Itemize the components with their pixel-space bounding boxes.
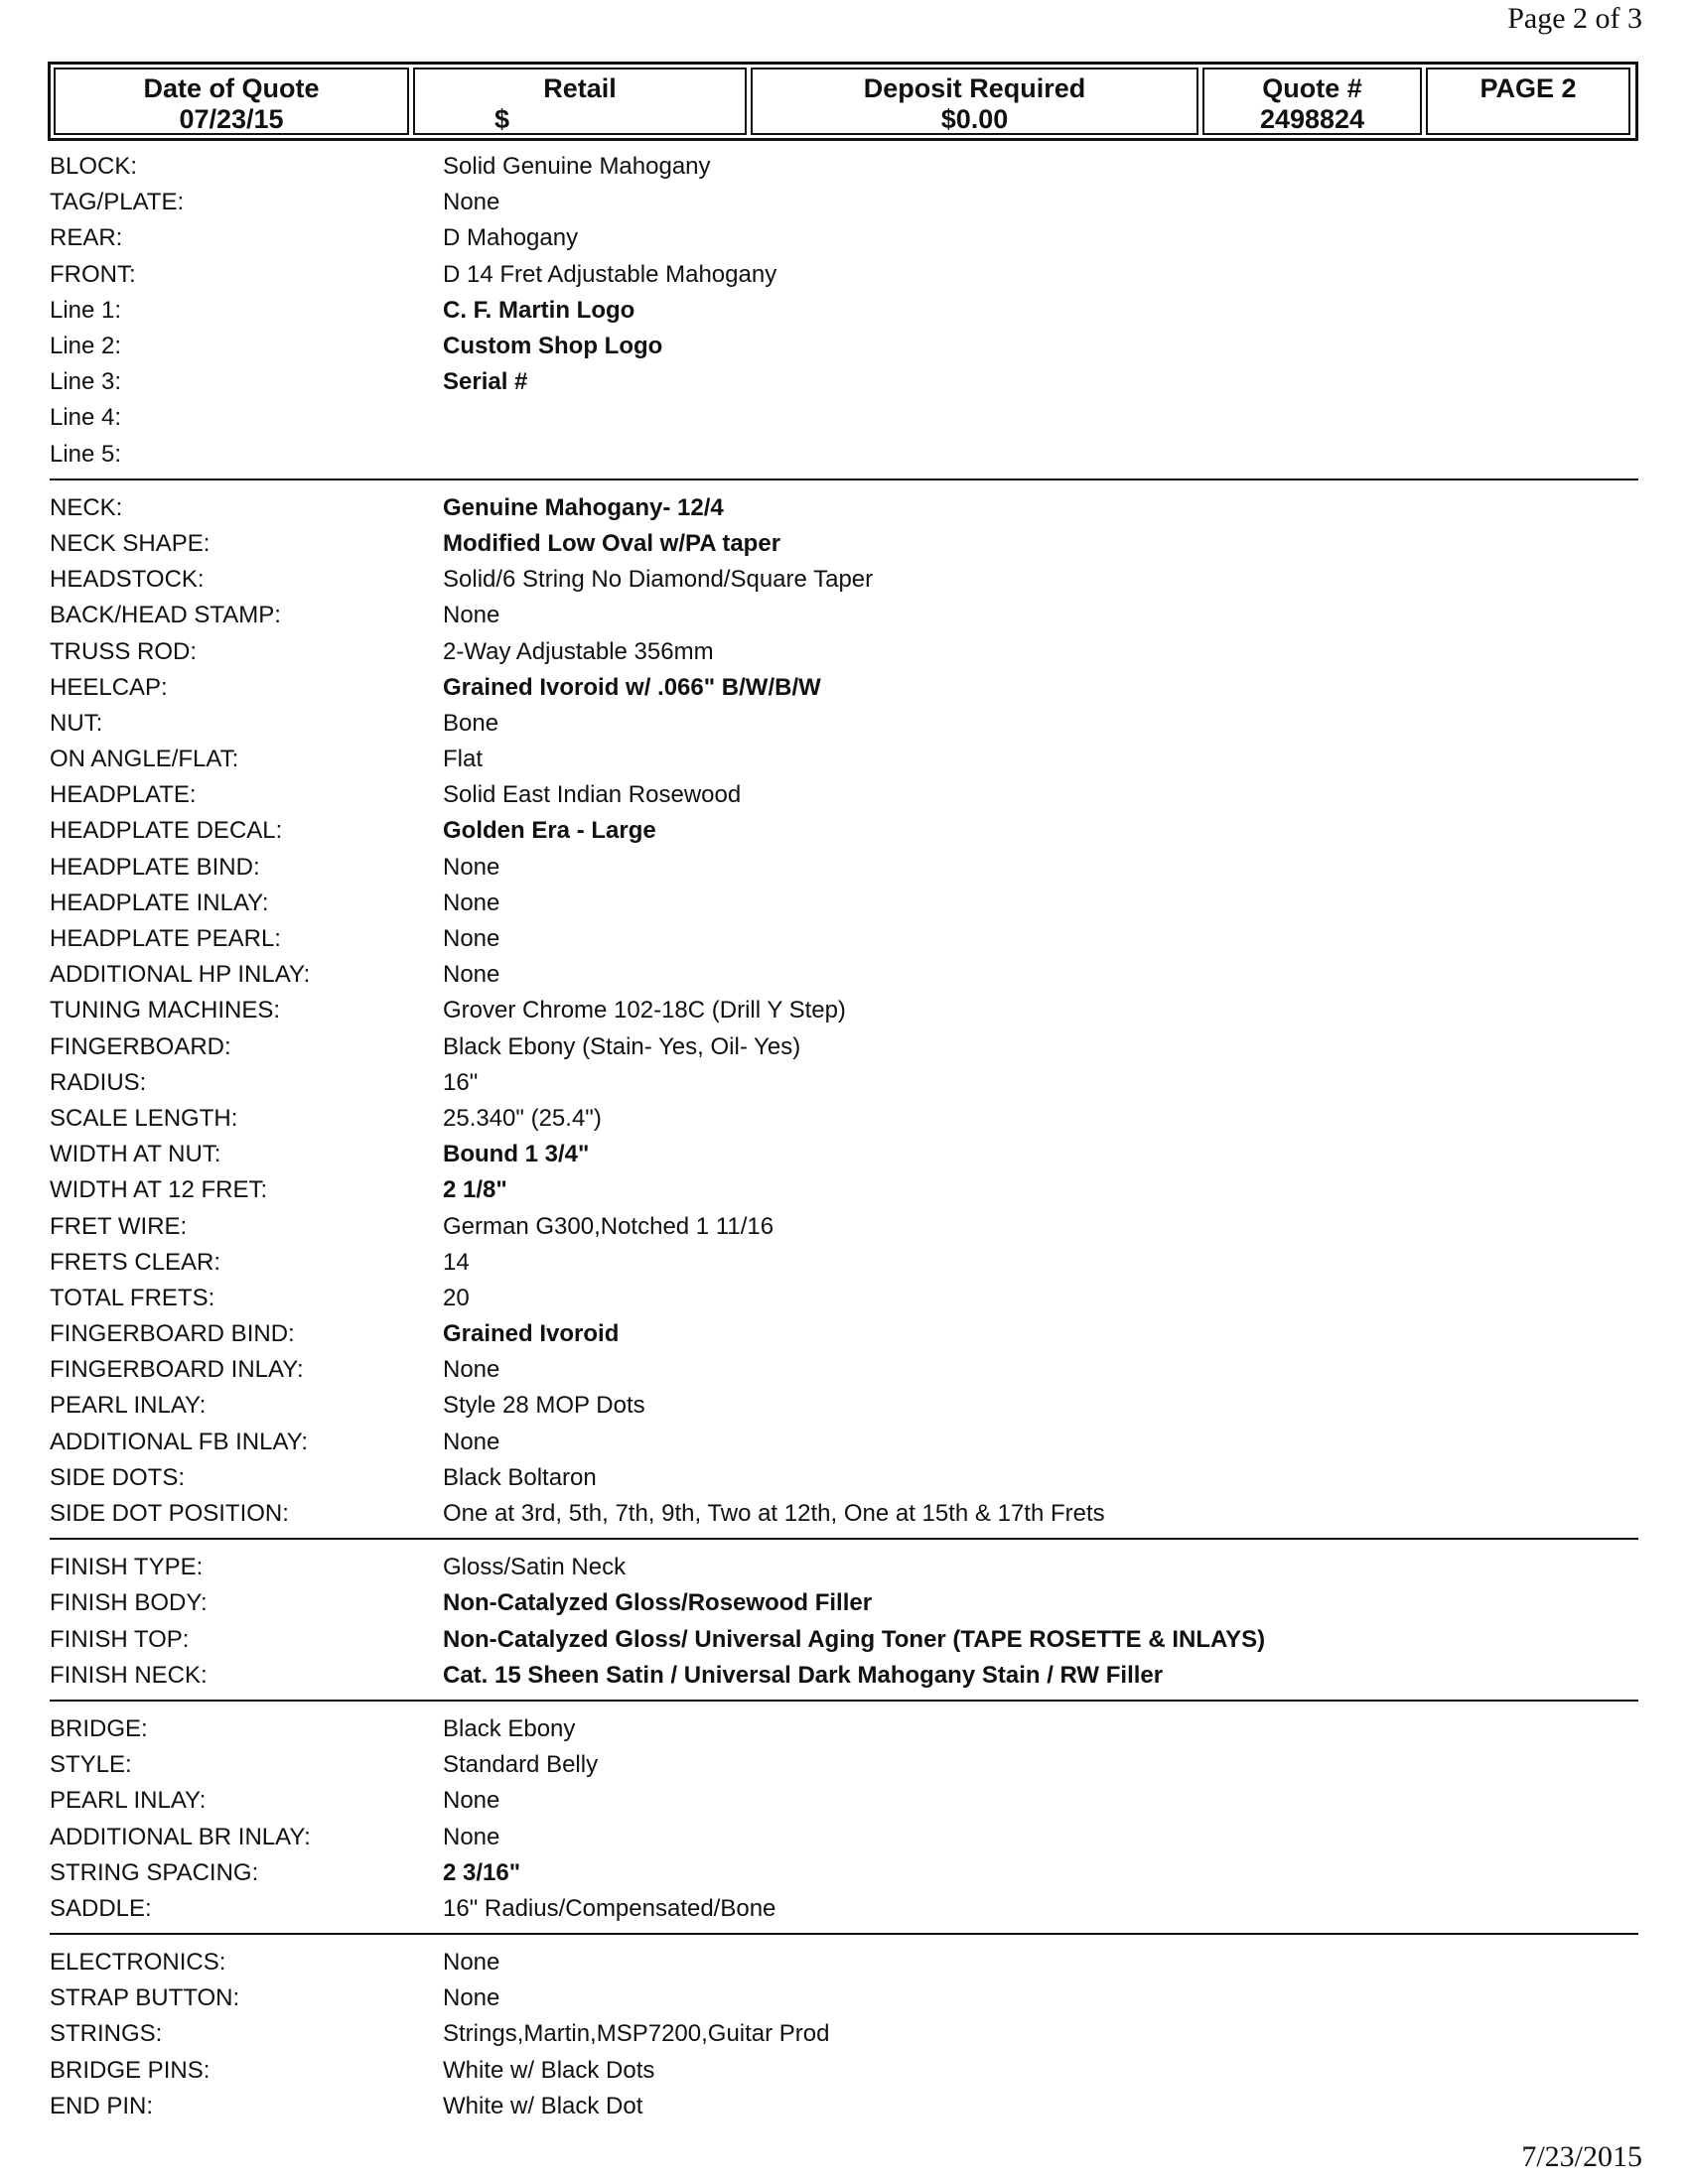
spec-label: ELECTRONICS: xyxy=(50,1949,226,1977)
spec-value: None xyxy=(443,602,500,629)
retail-label: Retail xyxy=(543,73,617,103)
spec-label: SIDE DOTS: xyxy=(50,1463,186,1491)
spec-label: PEARL INLAY: xyxy=(50,1787,207,1815)
spec-row xyxy=(50,329,1638,364)
spec-value: 16" Radius/Compensated/Bone xyxy=(443,1894,776,1922)
spec-label: FINISH TYPE: xyxy=(50,1554,204,1581)
spec-row xyxy=(50,1747,1638,1783)
spec-value: Bone xyxy=(443,709,499,737)
spec-row xyxy=(50,706,1638,742)
spec-value: German G300,Notched 1 11/16 xyxy=(443,1212,774,1240)
spec-label: Line 3: xyxy=(50,368,122,396)
spec-row xyxy=(50,633,1638,669)
spec-value: 14 xyxy=(443,1248,470,1276)
spec-value: None xyxy=(443,1823,500,1850)
date-of-quote-label: Date of Quote xyxy=(143,73,320,103)
spec-value: Grover Chrome 102-18C (Drill Y Step) xyxy=(443,997,846,1024)
spec-row xyxy=(50,562,1638,598)
spec-value: Non-Catalyzed Gloss/Rosewood Filler xyxy=(443,1589,873,1617)
spec-value: One at 3rd, 5th, 7th, 9th, Two at 12th, One at 15th & 17th Frets xyxy=(443,1500,1105,1528)
spec-label: ON ANGLE/FLAT: xyxy=(50,746,239,773)
spec-value: None xyxy=(443,189,500,216)
spec-row xyxy=(50,1137,1638,1172)
spec-row xyxy=(50,670,1638,706)
spec-label: Line 1: xyxy=(50,296,122,324)
spec-value: Gloss/Satin Neck xyxy=(443,1554,627,1581)
spec-section xyxy=(50,1550,1638,1702)
spec-value: 25.340" (25.4") xyxy=(443,1104,602,1132)
spec-row xyxy=(50,1550,1638,1585)
spec-row xyxy=(50,1029,1638,1065)
spec-value: 16" xyxy=(443,1068,479,1096)
spec-value: 2 1/8" xyxy=(443,1176,507,1204)
spec-row xyxy=(50,1065,1638,1101)
spec-label: HEADPLATE INLAY: xyxy=(50,888,269,916)
spec-row xyxy=(50,1245,1638,1281)
spec-value: Bound 1 3/4" xyxy=(443,1141,590,1168)
spec-label: FINGERBOARD BIND: xyxy=(50,1320,295,1348)
spec-row xyxy=(50,1460,1638,1496)
spec-label: WIDTH AT NUT: xyxy=(50,1141,221,1168)
page-number: Page 2 of 3 xyxy=(1507,2,1642,35)
spec-row xyxy=(50,886,1638,921)
spec-row xyxy=(50,1819,1638,1854)
spec-label: TAG/PLATE: xyxy=(50,189,185,216)
spec-label: Line 5: xyxy=(50,440,122,468)
spec-row xyxy=(50,777,1638,813)
spec-row xyxy=(50,1281,1638,1316)
spec-value: Solid Genuine Mahogany xyxy=(443,153,711,181)
spec-row xyxy=(50,921,1638,957)
spec-value: D 14 Fret Adjustable Mahogany xyxy=(443,260,777,288)
spec-label: BACK/HEAD STAMP: xyxy=(50,602,281,629)
spec-value: Non-Catalyzed Gloss/ Universal Aging Toner (TAPE ROSETTE & INLAYS) xyxy=(443,1625,1266,1653)
spec-label: BLOCK: xyxy=(50,153,138,181)
spec-label: BRIDGE PINS: xyxy=(50,2056,211,2084)
spec-row xyxy=(50,526,1638,562)
spec-label: HEADPLATE DECAL: xyxy=(50,817,283,845)
spec-value: Solid East Indian Rosewood xyxy=(443,781,742,809)
spec-row xyxy=(50,1425,1638,1460)
spec-value: None xyxy=(443,925,500,953)
spec-section xyxy=(50,1711,1638,1935)
spec-value: None xyxy=(443,1787,500,1815)
spec-value: Modified Low Oval w/PA taper xyxy=(443,529,781,557)
spec-label: TRUSS ROD: xyxy=(50,637,198,665)
spec-value: Grained Ivoroid w/ .066" B/W/B/W xyxy=(443,673,821,701)
spec-label: SADDLE: xyxy=(50,1894,152,1922)
spec-value: 2 3/16" xyxy=(443,1858,521,1886)
spec-row xyxy=(50,957,1638,993)
deposit-required-value: $0.00 xyxy=(940,104,1009,134)
spec-label: SCALE LENGTH: xyxy=(50,1104,238,1132)
spec-row xyxy=(50,1980,1638,2016)
spec-label: HEADPLATE: xyxy=(50,781,197,809)
spec-row xyxy=(50,1622,1638,1658)
spec-label: FINISH BODY: xyxy=(50,1589,208,1617)
page-tag: PAGE 2 xyxy=(1479,73,1577,103)
spec-row xyxy=(50,742,1638,777)
spec-label: ADDITIONAL BR INLAY: xyxy=(50,1823,311,1850)
spec-value: Solid/6 String No Diamond/Square Taper xyxy=(443,566,874,594)
spec-label: STRINGS: xyxy=(50,2020,163,2048)
spec-value: None xyxy=(443,853,500,881)
spec-value: None xyxy=(443,888,500,916)
spec-label: FINISH NECK: xyxy=(50,1661,208,1689)
spec-row xyxy=(50,1855,1638,1891)
spec-value: White w/ Black Dots xyxy=(443,2056,655,2084)
spec-row xyxy=(50,293,1638,329)
spec-row xyxy=(50,364,1638,400)
spec-label: FRETS CLEAR: xyxy=(50,1248,221,1276)
quote-number-label: Quote # xyxy=(1262,73,1362,103)
date-of-quote-value: 07/23/15 xyxy=(179,104,284,134)
spec-label: NECK SHAPE: xyxy=(50,529,211,557)
spec-list xyxy=(50,149,1638,2140)
spec-label: TUNING MACHINES: xyxy=(50,997,281,1024)
spec-value: Cat. 15 Sheen Satin / Universal Dark Mahogany Stain / RW Filler xyxy=(443,1661,1164,1689)
spec-label: PEARL INLAY: xyxy=(50,1392,207,1420)
spec-label: FRET WIRE: xyxy=(50,1212,188,1240)
spec-section xyxy=(50,1945,1638,2130)
quote-number-value: 2498824 xyxy=(1259,104,1365,134)
spec-row xyxy=(50,1101,1638,1137)
spec-value: D Mahogany xyxy=(443,224,579,252)
spec-value: Custom Shop Logo xyxy=(443,333,663,360)
spec-value: White w/ Black Dot xyxy=(443,2092,643,2119)
spec-section xyxy=(50,490,1638,1540)
footer-date: 7/23/2015 xyxy=(1521,2140,1642,2173)
spec-row xyxy=(50,1585,1638,1621)
spec-label: STRAP BUTTON: xyxy=(50,1984,240,2012)
spec-label: HEELCAP: xyxy=(50,673,168,701)
spec-value: Standard Belly xyxy=(443,1751,599,1779)
page-tag-cell xyxy=(1426,68,1630,135)
spec-value: Genuine Mahogany- 12/4 xyxy=(443,493,724,521)
spec-label: END PIN: xyxy=(50,2092,154,2119)
spec-row xyxy=(50,1496,1638,1532)
spec-label: REAR: xyxy=(50,224,123,252)
spec-value: Flat xyxy=(443,746,484,773)
spec-label: FINGERBOARD INLAY: xyxy=(50,1356,304,1384)
spec-row xyxy=(50,1658,1638,1694)
spec-label: STYLE: xyxy=(50,1751,132,1779)
spec-label: HEADSTOCK: xyxy=(50,566,205,594)
spec-label: FRONT: xyxy=(50,260,136,288)
spec-label: Line 2: xyxy=(50,333,122,360)
quote-header xyxy=(48,62,1638,141)
spec-value: C. F. Martin Logo xyxy=(443,296,635,324)
spec-label: HEADPLATE PEARL: xyxy=(50,925,281,953)
spec-row xyxy=(50,257,1638,293)
spec-value: Golden Era - Large xyxy=(443,817,656,845)
spec-row xyxy=(50,1711,1638,1747)
spec-label: NECK: xyxy=(50,493,123,521)
spec-row xyxy=(50,400,1638,436)
spec-row xyxy=(50,598,1638,633)
spec-value: Grained Ivoroid xyxy=(443,1320,620,1348)
spec-label: BRIDGE: xyxy=(50,1714,148,1742)
spec-row xyxy=(50,490,1638,526)
date-of-quote-cell xyxy=(54,68,409,135)
spec-row xyxy=(50,220,1638,256)
spec-value: None xyxy=(443,1428,500,1455)
spec-value: None xyxy=(443,1356,500,1384)
spec-row xyxy=(50,993,1638,1028)
spec-row xyxy=(50,1783,1638,1819)
spec-row xyxy=(50,1172,1638,1208)
spec-row xyxy=(50,149,1638,185)
quote-number-cell xyxy=(1202,68,1422,135)
deposit-required-cell xyxy=(751,68,1198,135)
spec-row xyxy=(50,1208,1638,1244)
spec-label: RADIUS: xyxy=(50,1068,147,1096)
spec-value: 20 xyxy=(443,1284,470,1311)
spec-label: NUT: xyxy=(50,709,103,737)
spec-value: None xyxy=(443,1949,500,1977)
spec-value: Black Ebony xyxy=(443,1714,576,1742)
spec-row xyxy=(50,1388,1638,1424)
deposit-required-label: Deposit Required xyxy=(863,73,1086,103)
spec-value: Serial # xyxy=(443,368,528,396)
spec-label: FINISH TOP: xyxy=(50,1625,190,1653)
spec-row xyxy=(50,1316,1638,1352)
spec-label: TOTAL FRETS: xyxy=(50,1284,215,1311)
spec-label: ADDITIONAL FB INLAY: xyxy=(50,1428,309,1455)
spec-label: WIDTH AT 12 FRET: xyxy=(50,1176,268,1204)
spec-value: Black Boltaron xyxy=(443,1463,597,1491)
spec-value: 2-Way Adjustable 356mm xyxy=(443,637,714,665)
retail-value: $ xyxy=(494,104,510,134)
spec-row xyxy=(50,1945,1638,1980)
spec-row xyxy=(50,2016,1638,2052)
spec-value: Black Ebony (Stain- Yes, Oil- Yes) xyxy=(443,1032,801,1060)
spec-row xyxy=(50,437,1638,473)
spec-row xyxy=(50,813,1638,849)
spec-row xyxy=(50,1352,1638,1388)
spec-value: Strings,Martin,MSP7200,Guitar Prod xyxy=(443,2020,830,2048)
spec-label: SIDE DOT POSITION: xyxy=(50,1500,289,1528)
spec-row xyxy=(50,2053,1638,2089)
spec-row xyxy=(50,185,1638,220)
spec-label: Line 4: xyxy=(50,404,122,432)
spec-value: None xyxy=(443,961,500,989)
spec-label: ADDITIONAL HP INLAY: xyxy=(50,961,311,989)
spec-row xyxy=(50,2089,1638,2124)
spec-value: Style 28 MOP Dots xyxy=(443,1392,645,1420)
spec-row xyxy=(50,850,1638,886)
spec-label: HEADPLATE BIND: xyxy=(50,853,260,881)
spec-label: STRING SPACING: xyxy=(50,1858,259,1886)
retail-cell xyxy=(413,68,747,135)
spec-value: None xyxy=(443,1984,500,2012)
spec-section xyxy=(50,149,1638,480)
spec-label: FINGERBOARD: xyxy=(50,1032,231,1060)
spec-row xyxy=(50,1891,1638,1927)
